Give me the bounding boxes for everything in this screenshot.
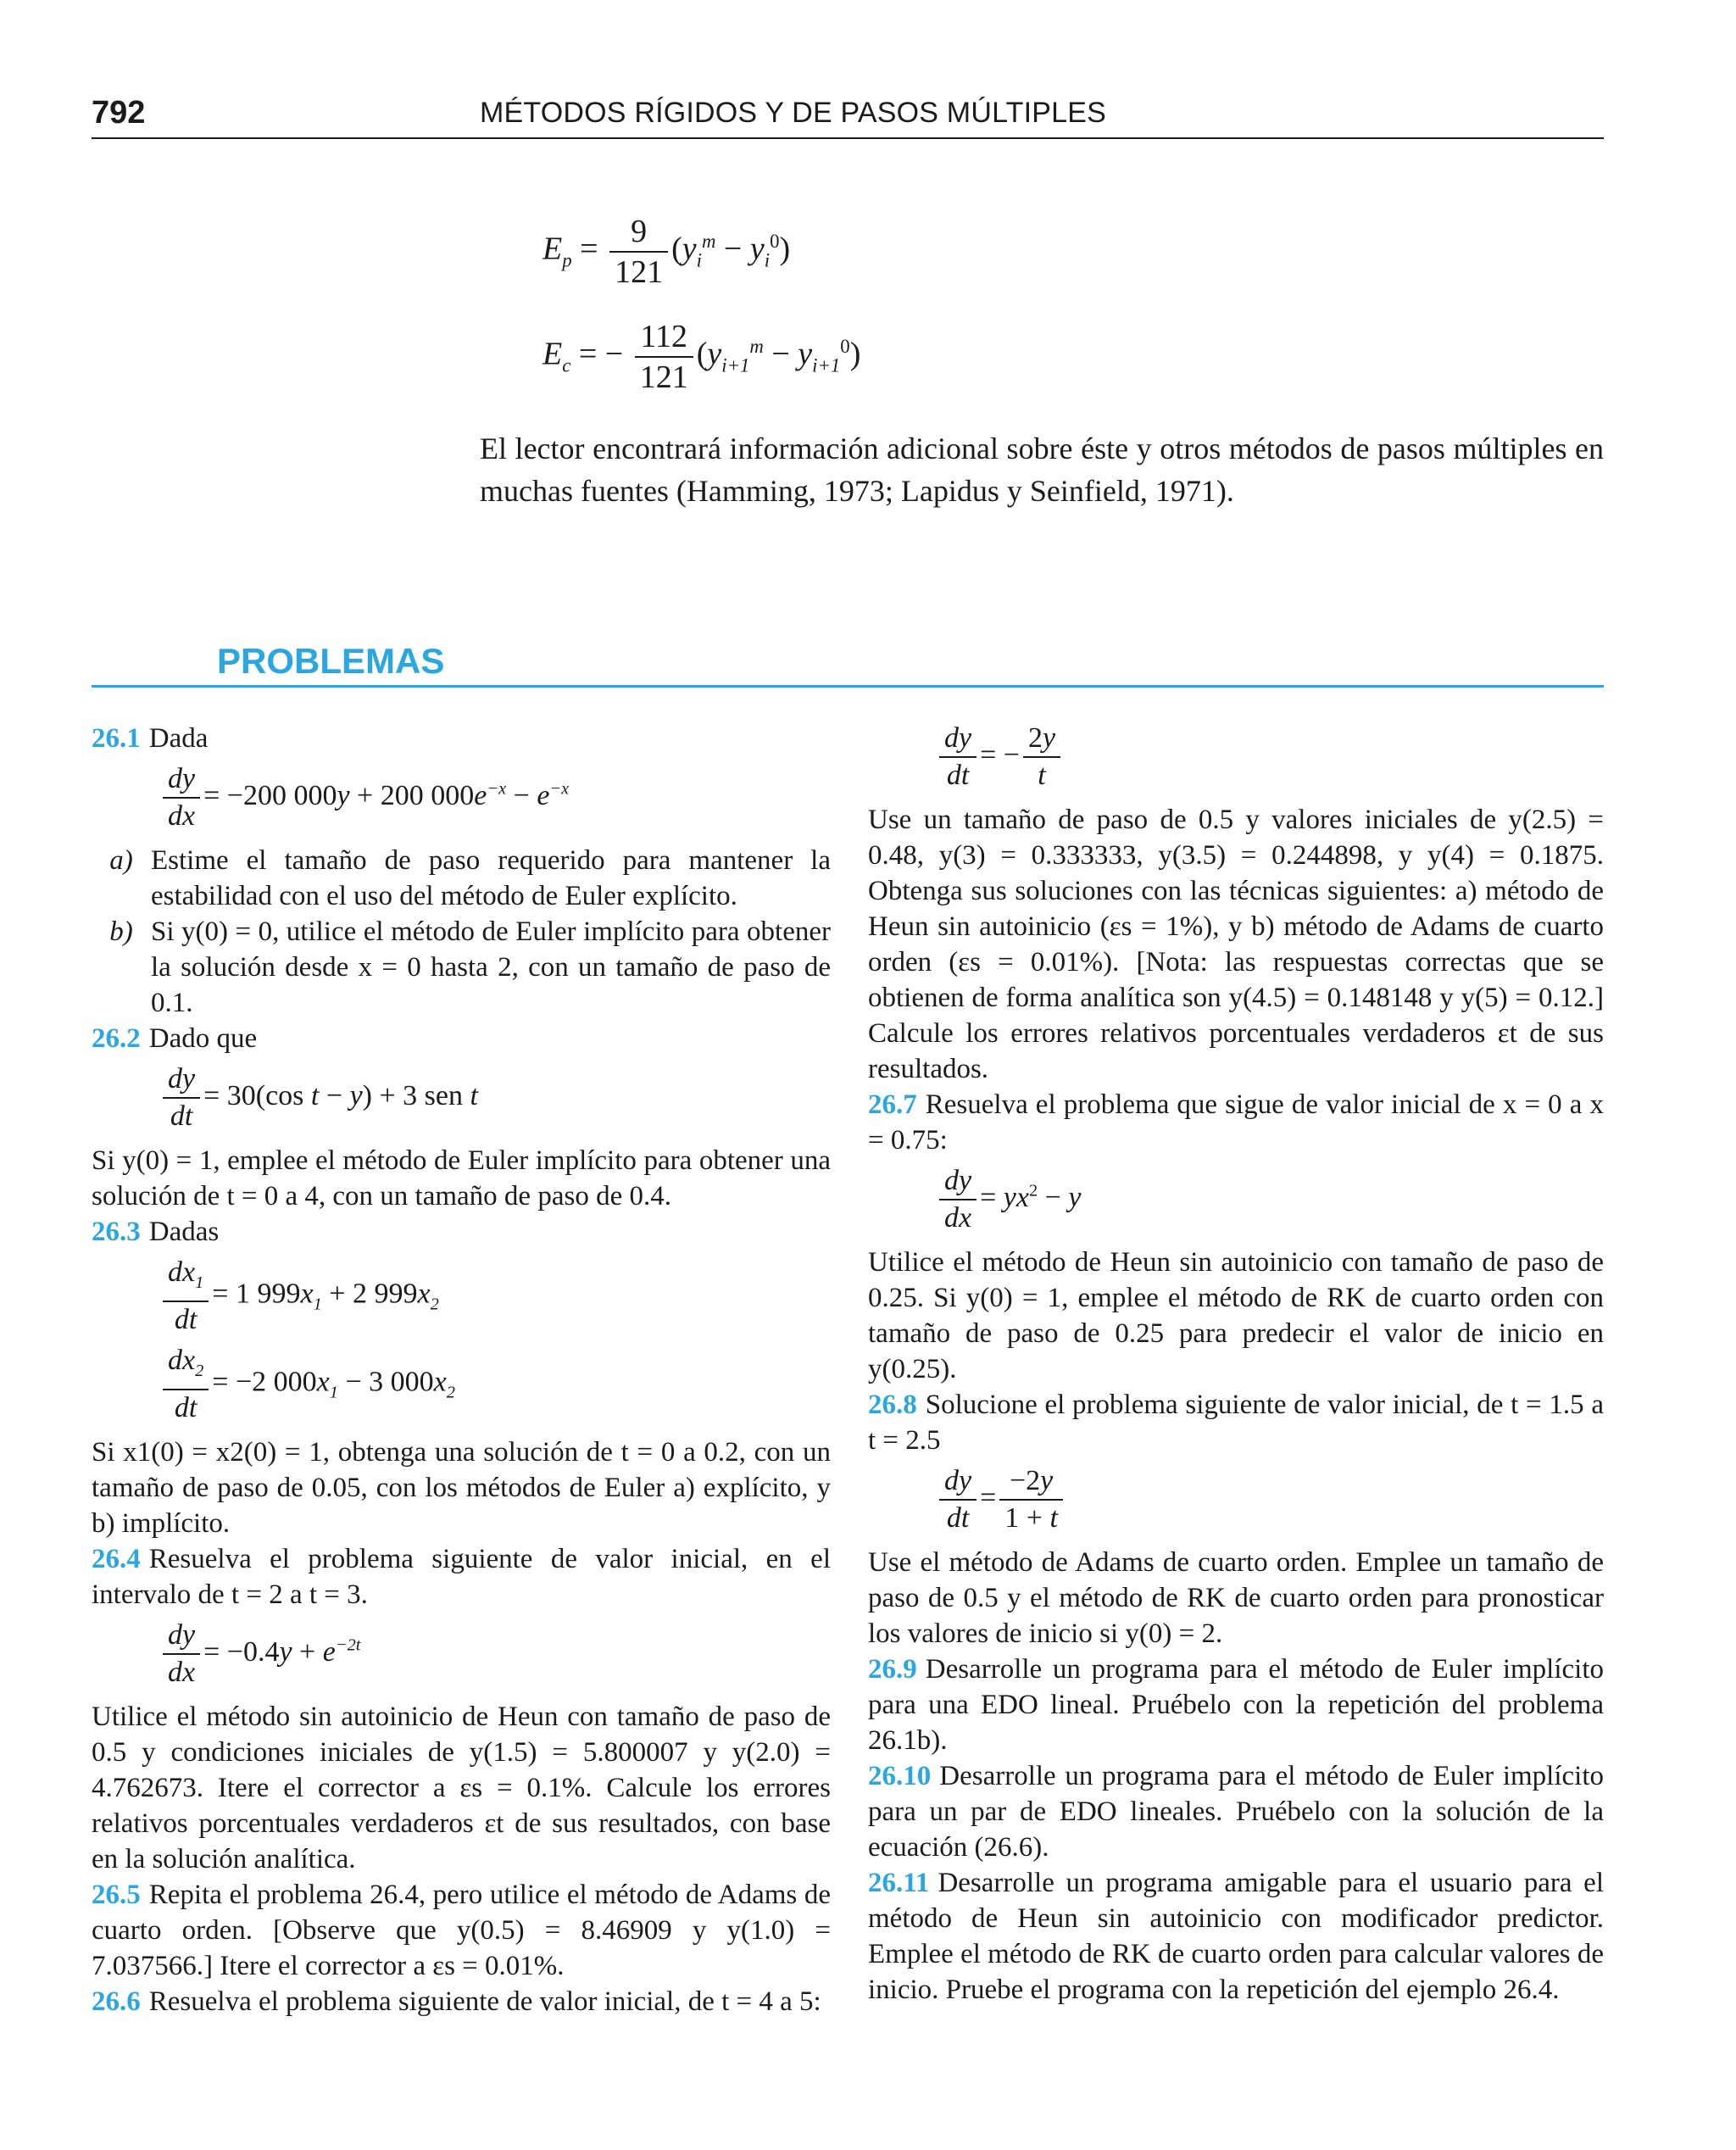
problem-26-3-text: Si x1(0) = x2(0) = 1, obtenga una solución de t = 0 a 0.2, con un tamaño de paso de 0.05, con los métodos de Euler a) explícito, y b) implícito. — [92, 1436, 831, 1539]
problem-26-10 — [868, 1758, 1604, 1865]
problem-26-7 — [868, 1087, 1604, 1158]
right-column — [868, 721, 1604, 2008]
running-head: MÉTODOS RÍGIDOS Y DE PASOS MÚLTIPLES — [480, 97, 1107, 129]
problem-text: Resuelva el problema siguiente de valor inicial, de t = 4 a 5: — [148, 1986, 821, 2017]
equation-ep: $E_p$ = $\frac{9}{121}$ $(y_i^m - y_i^0)$ — [542, 214, 791, 290]
problem-number: 26.10 — [868, 1761, 932, 1791]
problem-number: 26.4 — [92, 1543, 141, 1574]
problem-number: 26.1 — [92, 723, 141, 754]
problem-text: Repita el problema 26.4, pero utilice el método de Adams de cuarto orden. [Observe que y(0.5) = 8.46909 y y(1.0) = 7.037566.] Itere el corrector a εs = 0.01%. — [92, 1879, 831, 1981]
page-number: 792 — [92, 95, 146, 131]
problem-text: Estime el tamaño de paso requerido para mantener la estabilidad con el uso del método de Euler explícito. — [151, 845, 831, 911]
intro-paragraph: El lector encontrará información adicional sobre éste y otros métodos de pasos múltiples en muchas fuentes (Hamming, 1973; Lapidus y Seinfield, 1971). — [480, 432, 1604, 508]
equation-26-2: $\frac{dy}{dt}$ = 30(cos t − y) + 3 sen t — [159, 1061, 831, 1134]
problem-text: Dado que — [148, 1023, 258, 1054]
equation-26-3-a: $\frac{dx_1}{dt}$ = 1 $999x_1 + 2$ $999x_2$ — [159, 1255, 831, 1338]
equation-ec: $E_c$ = − $\frac{112}{121}$ $(y_{i+1}^m - y_{i+1}^0)$ — [542, 319, 861, 395]
problem-text: Desarrolle un programa amigable para el usuario para el método de Heun sin autoinicio con modificador predictor. Emplee el método de RK de cuarto orden para calcular valores de inicio. Pruebe el programa con la repetición del ejemplo 26.4. — [868, 1868, 1604, 2005]
problem-number: 26.9 — [868, 1654, 917, 1685]
problem-26-2-text: Si y(0) = 1, emplee el método de Euler implícito para obtener una solución de t = 0 a 4, con un tamaño de paso de 0.4. — [92, 1145, 831, 1211]
equation-26-4: $\frac{dy}{dx}$ = $-0.4y + e^{-2t}$ — [159, 1618, 831, 1690]
problem-text: Resuelva el problema que sigue de valor inicial de x = 0 a x = 0.75: — [868, 1089, 1604, 1156]
equation-26-8: $\frac{dy}{dt}$ = $\frac{-2y}{1 + t}$ — [936, 1463, 1604, 1536]
problem-26-6 — [92, 1984, 831, 2019]
problem-26-8-text: Use el método de Adams de cuarto orden. Emplee un tamaño de paso de 0.5 y el método de RK de cuarto orden para pronosticar los valores de inicio si y(0) = 2. — [868, 1547, 1604, 1649]
equation-26-1: $\frac{dy}{dx}$ = −200 000y + 200 $000e^{-x} - e^{-x}$ — [159, 761, 831, 834]
problem-text: Dadas — [148, 1217, 220, 1247]
problem-26-6-text: Use un tamaño de paso de 0.5 y valores iniciales de y(2.5) = 0.48, y(3) = 0.333333, y(3.5) = 0.244898, y y(4) = 0.1875. Obtenga sus soluciones con las técnicas siguientes: a) método de Heun sin autoinicio (εs = 1%), y b) método de Adams de cuarto orden (εs = 0.01%). [Nota: las respuestas correctas que se obtienen de forma analítica son y(4.5) = 0.148148 y y(5) = 0.12.] Calcule los errores relativos porcentuales verdaderos εt de sus resultados. — [868, 805, 1604, 1084]
problem-number: 26.2 — [92, 1023, 141, 1054]
problem-text: Resuelva el problema siguiente de valor inicial, en el intervalo de t = 2 a t = 3. — [92, 1543, 831, 1610]
problem-text: Solucione el problema siguiente de valor inicial, de t = 1.5 a t = 2.5 — [868, 1390, 1604, 1456]
problem-number: 26.6 — [92, 1986, 141, 2017]
problem-number: 26.7 — [868, 1089, 917, 1120]
problem-26-2 — [92, 1021, 831, 1056]
equation-26-7: $\frac{dy}{dx}$ = $yx^2 - y$ — [936, 1163, 1604, 1236]
equation-26-3-b: $\frac{dx_2}{dt}$ = −2 $000x_1 - 3$ $000x_2$ — [159, 1343, 831, 1426]
section-title: PROBLEMAS — [217, 641, 445, 681]
problem-26-7-text: Utilice el método de Heun sin autoinicio con tamaño de paso de 0.25. Si y(0) = 1, emplee el método de RK de cuarto orden con tamaño de paso de 0.25 para predecir el valor de inicio en y(0.25). — [868, 1247, 1604, 1384]
problem-26-1-a: a) Estime el tamaño de paso requerido para mantener la estabilidad con el uso del método de Euler explícito. — [92, 843, 831, 914]
problem-26-4-text: Utilice el método sin autoinicio de Heun con tamaño de paso de 0.5 y condiciones iniciales de y(1.5) = 5.800007 y y(2.0) = 4.762673. Itere el corrector a εs = 0.1%. Calcule los errores relativos porcentuales verdaderos εt de sus resultados, con base en la solución analítica. — [92, 1701, 831, 1874]
header-rule — [92, 137, 1604, 139]
problem-number: 26.5 — [92, 1879, 141, 1910]
problem-text: Si y(0) = 0, utilice el método de Euler implícito para obtener la solución desde x = 0 hasta 2, con un tamaño de paso de 0.1. — [151, 916, 831, 1018]
problem-number: 26.8 — [868, 1390, 917, 1420]
problem-number: 26.3 — [92, 1217, 141, 1247]
problem-text: Desarrolle un programa para el método de Euler implícito para un par de EDO lineales. Pruébelo con la solución de la ecuación (26.6). — [868, 1761, 1604, 1863]
problem-number: 26.11 — [868, 1868, 930, 1898]
problem-text: Dada — [148, 723, 209, 754]
problem-26-3 — [92, 1214, 831, 1250]
equation-26-6: $\frac{dy}{dt}$ = − $\frac{2y}{t}$ — [936, 721, 1604, 794]
problem-26-5 — [92, 1877, 831, 1984]
problem-26-9 — [868, 1651, 1604, 1758]
problem-26-4 — [92, 1541, 831, 1612]
problem-26-8 — [868, 1387, 1604, 1458]
problem-26-1 — [92, 721, 831, 756]
problem-text: Desarrolle un programa para el método de Euler implícito para una EDO lineal. Pruébelo con la repetición del problema 26.1b). — [868, 1654, 1604, 1756]
problem-26-1-b: b) Si y(0) = 0, utilice el método de Euler implícito para obtener la solución desde x = 0 hasta 2, con un tamaño de paso de 0.1. — [92, 914, 831, 1021]
problem-26-11 — [868, 1865, 1604, 2008]
left-column — [92, 721, 831, 2019]
section-rule — [92, 685, 1604, 688]
